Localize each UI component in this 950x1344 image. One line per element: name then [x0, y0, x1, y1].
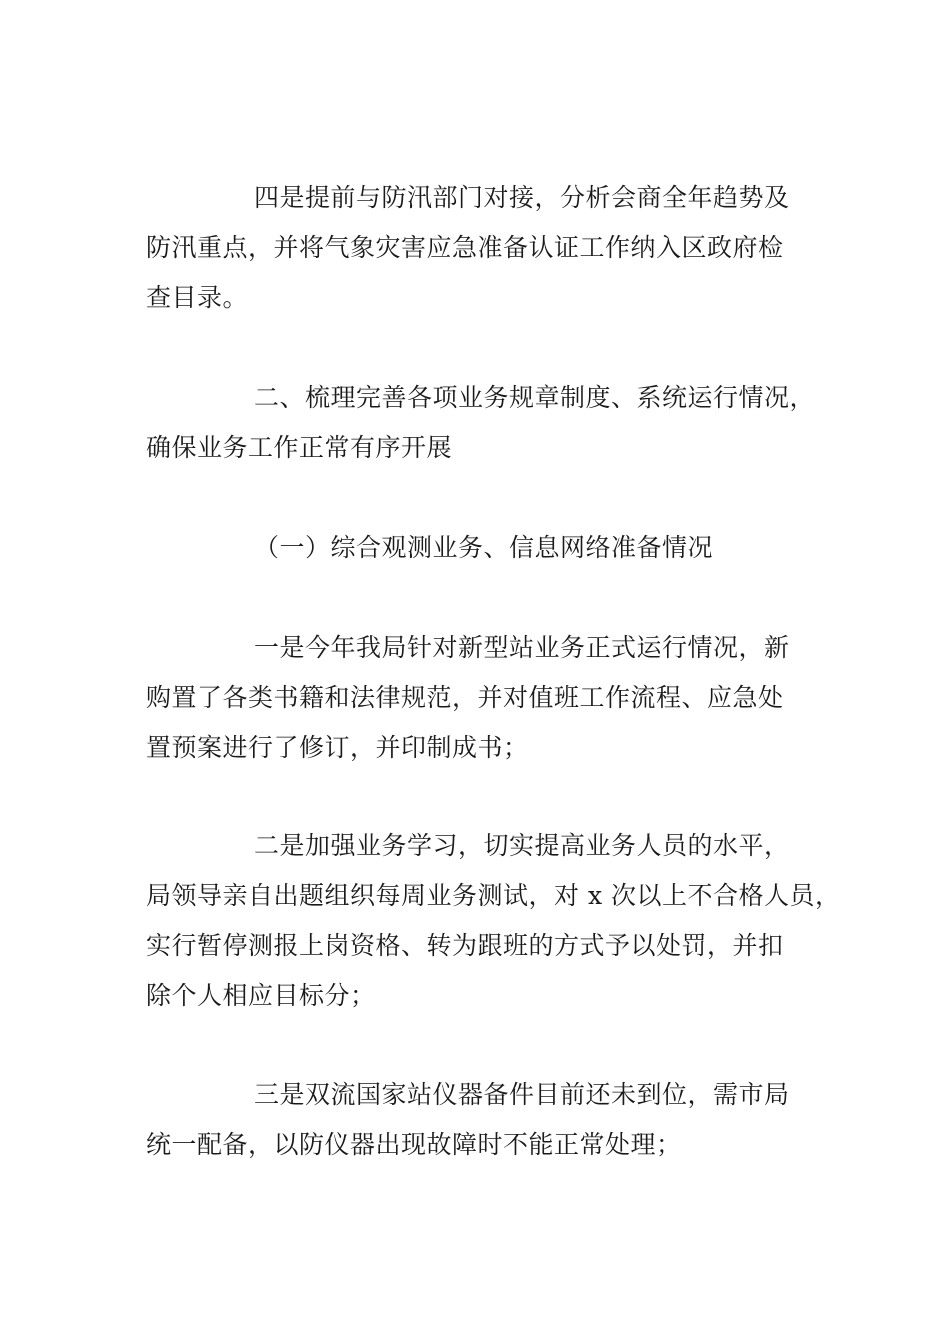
section-heading-two	[146, 373, 826, 473]
text-line: （一）综合观测业务、信息网络准备情况	[254, 533, 714, 562]
subsection-heading-one	[146, 523, 826, 573]
text-line: 购置了各类书籍和法律规范，并对值班工作流程、应急处	[146, 683, 784, 712]
text-line: 一是今年我局针对新型站业务正式运行情况，新	[254, 633, 790, 662]
text-line: 三是双流国家站仪器备件目前还未到位，需市局	[254, 1080, 790, 1109]
text-line: 局领导亲自出题组织每周业务测试，对 x 次以上不合格人员，	[146, 881, 841, 910]
paragraph-instrument-spares	[146, 1070, 826, 1170]
text-line: 置预案进行了修订，并印制成书；	[146, 733, 529, 762]
text-line: 除个人相应目标分；	[146, 981, 376, 1010]
text-line: 二、梳理完善各项业务规章制度、系统运行情况，	[254, 383, 816, 412]
paragraph-new-station	[146, 623, 826, 773]
paragraph-training	[146, 821, 841, 1021]
text-line: 实行暂停测报上岗资格、转为跟班的方式予以处罚，并扣	[146, 931, 784, 960]
paragraph-flood-prevention	[146, 173, 826, 323]
text-line: 防汛重点，并将气象灾害应急准备认证工作纳入区政府检	[146, 233, 784, 262]
text-line: 二是加强业务学习，切实提高业务人员的水平，	[254, 831, 790, 860]
text-line: 四是提前与防汛部门对接，分析会商全年趋势及	[254, 183, 790, 212]
text-line: 统一配备，以防仪器出现故障时不能正常处理；	[146, 1130, 682, 1159]
text-line: 确保业务工作正常有序开展	[146, 433, 453, 462]
text-line: 查目录。	[146, 283, 249, 312]
